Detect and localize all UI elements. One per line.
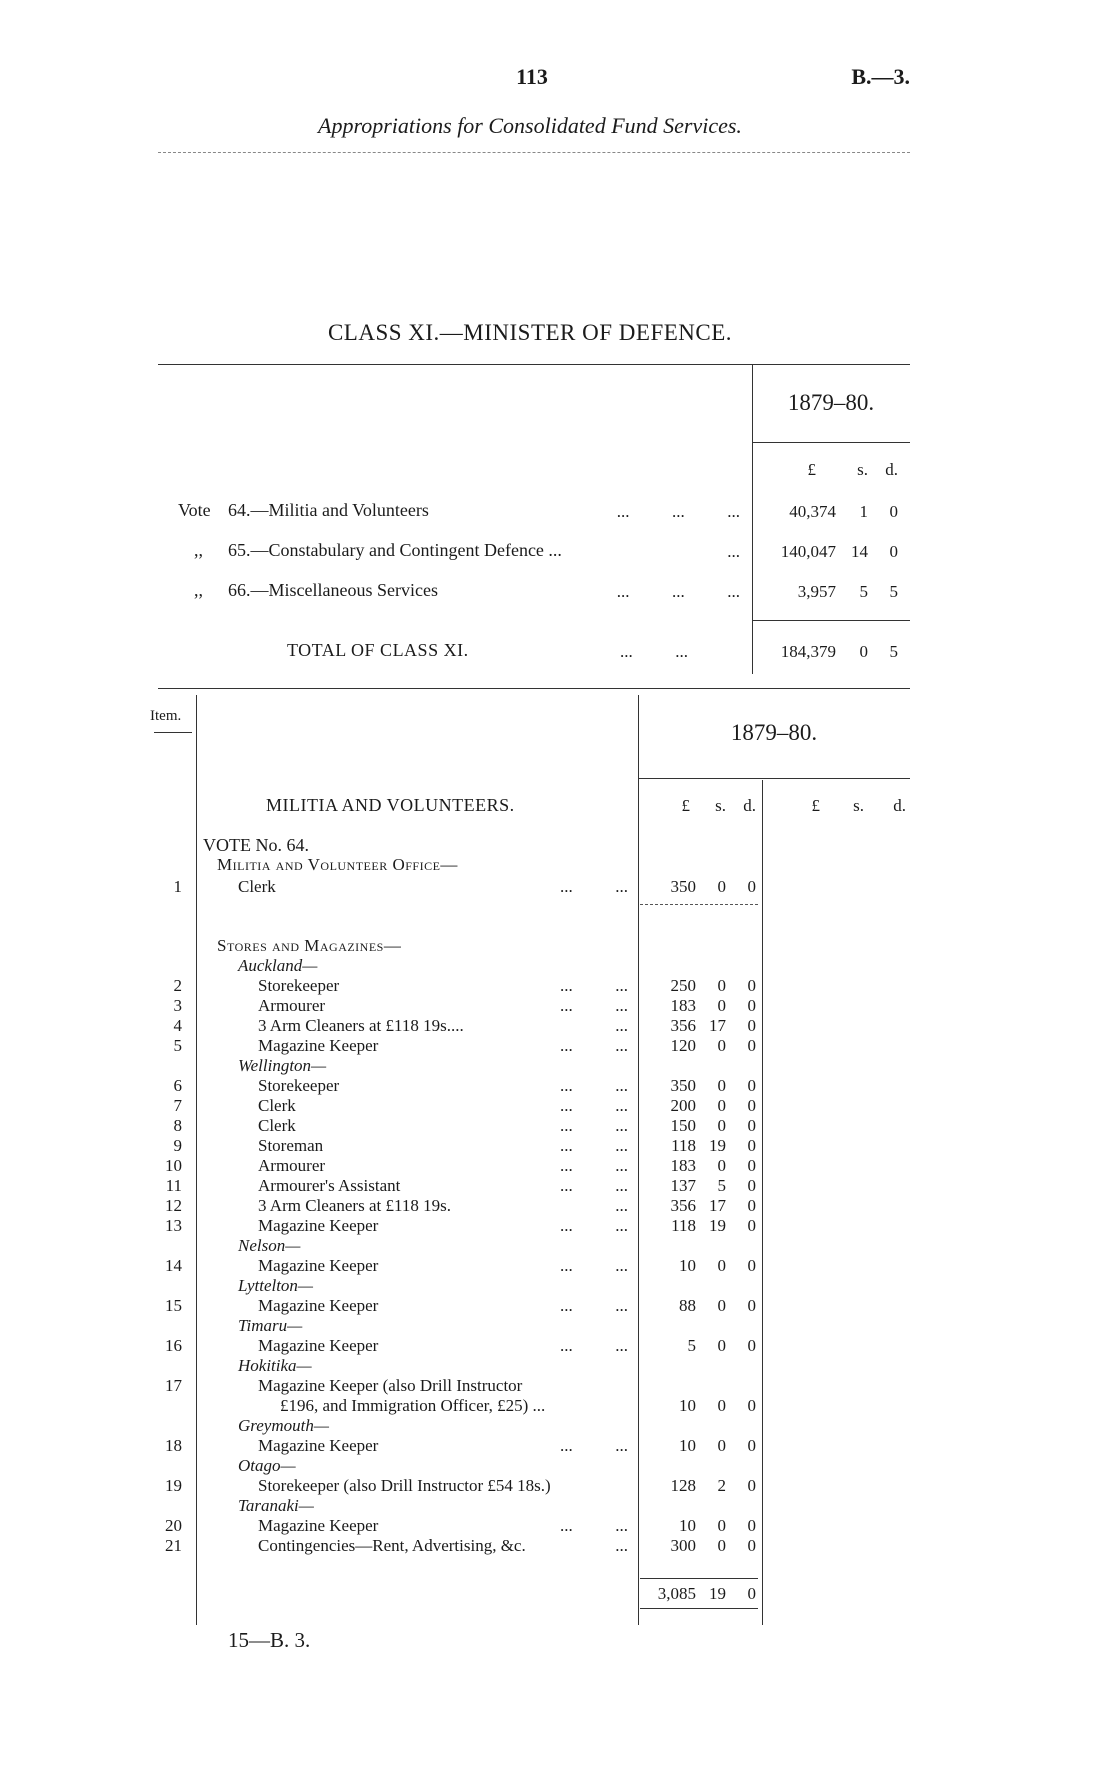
item-pence: 0 <box>747 1516 756 1535</box>
office-subtotal-rule <box>640 904 758 905</box>
item-description: £196, and Immigration Officer, £25) ... <box>280 1396 546 1415</box>
item-description: Magazine Keeper <box>258 1256 379 1275</box>
item-pence: 0 <box>747 1476 756 1495</box>
item-description: Clerk <box>258 1116 296 1135</box>
item-number: 7 <box>173 1096 182 1115</box>
item-description: Magazine Keeper (also Drill Instructor <box>258 1376 523 1395</box>
item-pence: 0 <box>747 1096 756 1115</box>
vote-prefix: ,, <box>194 580 203 600</box>
item-shillings: 0 <box>717 1036 726 1055</box>
item-number: 16 <box>165 1336 182 1355</box>
item-pounds: 200 <box>670 1096 696 1115</box>
summary-bottom-rule <box>158 688 910 689</box>
page-number: 113 <box>516 64 548 89</box>
summary-total-pounds: 184,379 <box>780 642 836 661</box>
item-pounds: 300 <box>670 1536 696 1555</box>
item-pounds: 10 <box>679 1256 696 1275</box>
office-heading: Militia and Volunteer Office— <box>217 855 458 874</box>
item-description: Magazine Keeper <box>258 1436 379 1455</box>
item-pence: 0 <box>747 1336 756 1355</box>
item-description: Magazine Keeper <box>258 1516 379 1535</box>
summary-total-label: TOTAL OF CLASS XI. <box>287 640 469 660</box>
item-dots: ... <box>615 1536 628 1555</box>
detail-col-pound: £ <box>681 796 690 815</box>
item-number: 8 <box>173 1116 182 1135</box>
detail-col2-pound: £ <box>811 796 820 815</box>
item-dots: ... ... <box>560 1076 628 1095</box>
item-pounds: 350 <box>670 1076 696 1095</box>
item-number: 6 <box>173 1076 182 1095</box>
item-dots: ... ... <box>560 1036 628 1055</box>
item-pounds: 88 <box>679 1296 696 1315</box>
vote-pence: 0 <box>889 542 898 561</box>
item-pence: 0 <box>747 1256 756 1275</box>
item-description: Storekeeper (also Drill Instructor £54 18s.) <box>258 1476 551 1495</box>
item-pounds: 10 <box>679 1516 696 1535</box>
item-description: Clerk <box>258 1096 296 1115</box>
item-pounds: 128 <box>670 1476 696 1495</box>
vote-pence: 5 <box>889 582 898 601</box>
subtotal-rule <box>640 1578 758 1579</box>
item-pounds: 183 <box>670 996 696 1015</box>
item-number: 3 <box>173 996 182 1015</box>
item-dots: ... ... <box>560 1296 628 1315</box>
item-pounds: 356 <box>670 1196 696 1215</box>
item-column-header: Item. <box>150 708 182 724</box>
item-pounds: 150 <box>670 1116 696 1135</box>
item-number: 12 <box>165 1196 182 1215</box>
item-dots: ... ... <box>560 877 628 896</box>
location-heading: Wellington— <box>238 1056 327 1075</box>
summary-col-pound: £ <box>807 460 816 479</box>
item-pounds: 250 <box>670 976 696 995</box>
document-reference: B.—3. <box>851 64 910 89</box>
location-heading: Timaru— <box>238 1316 303 1335</box>
item-number: 20 <box>165 1516 182 1535</box>
item-number: 4 <box>173 1016 182 1035</box>
item-dots: ... ... <box>560 1156 628 1175</box>
item-pence: 0 <box>747 1136 756 1155</box>
item-shillings: 0 <box>717 1516 726 1535</box>
item-dots: ... ... <box>560 1136 628 1155</box>
item-number: 14 <box>165 1256 182 1275</box>
item-dots: ... <box>615 1196 628 1215</box>
item-number: 1 <box>173 877 182 896</box>
item-pence: 0 <box>747 1156 756 1175</box>
summary-year-rule <box>752 442 910 443</box>
detail-col2-d: d. <box>893 796 906 815</box>
item-pounds: 118 <box>671 1136 696 1155</box>
vote-shillings: 1 <box>859 502 868 521</box>
item-shillings: 0 <box>717 1076 726 1095</box>
item-number: 17 <box>165 1376 182 1395</box>
item-pounds: 183 <box>670 1156 696 1175</box>
vote-pence: 0 <box>889 502 898 521</box>
item-pence: 0 <box>747 877 756 896</box>
vote-pounds: 140,047 <box>780 542 836 561</box>
item-pence: 0 <box>747 1016 756 1035</box>
item-description: Magazine Keeper <box>258 1216 379 1235</box>
location-heading: Nelson— <box>238 1236 301 1255</box>
item-shillings: 0 <box>717 976 726 995</box>
item-dots: ... ... <box>560 1116 628 1135</box>
location-heading: Lyttelton— <box>238 1276 314 1295</box>
header-rule <box>158 152 910 153</box>
item-number: 19 <box>165 1476 182 1495</box>
summary-col-d: d. <box>885 460 898 479</box>
summary-total-d: 5 <box>889 642 898 661</box>
item-shillings: 0 <box>717 1156 726 1175</box>
vote-pounds: 3,957 <box>797 582 836 601</box>
item-shillings: 0 <box>717 1396 726 1415</box>
item-dots: ... ... <box>560 1216 628 1235</box>
item-number: 13 <box>165 1216 182 1235</box>
location-heading: Hokitika— <box>238 1356 312 1375</box>
item-dots: ... ... <box>560 1516 628 1535</box>
item-pence: 0 <box>747 1176 756 1195</box>
item-shillings: 5 <box>717 1176 726 1195</box>
detail-col2-s: s. <box>853 796 864 815</box>
detail-col-d: d. <box>743 796 756 815</box>
summary-total-dots: ... ... <box>620 642 688 661</box>
item-description: Storekeeper <box>258 1076 340 1095</box>
item-shillings: 17 <box>709 1196 726 1215</box>
item-number: 9 <box>173 1136 182 1155</box>
item-description: 3 Arm Cleaners at £118 19s.... <box>258 1016 464 1035</box>
detail-year-rule <box>638 778 910 779</box>
item-description: Storekeeper <box>258 976 340 995</box>
item-pence: 0 <box>747 996 756 1015</box>
vote-shillings: 5 <box>859 582 868 601</box>
item-description: Magazine Keeper <box>258 1036 379 1055</box>
summary-total-s: 0 <box>859 642 868 661</box>
item-number: 10 <box>165 1156 182 1175</box>
item-description: Magazine Keeper <box>258 1296 379 1315</box>
item-shillings: 0 <box>717 1336 726 1355</box>
vote-prefix: Vote <box>178 500 211 520</box>
item-dots: ... ... <box>560 1256 628 1275</box>
vote-shillings: 14 <box>851 542 868 561</box>
item-pounds: 120 <box>670 1036 696 1055</box>
item-description: Armourer's Assistant <box>258 1176 401 1195</box>
item-description: 3 Arm Cleaners at £118 19s. <box>258 1196 451 1215</box>
item-pence: 0 <box>747 1296 756 1315</box>
item-number: 15 <box>165 1296 182 1315</box>
item-dots: ... ... <box>560 1336 628 1355</box>
subtotal-bottom-rule <box>640 1608 758 1609</box>
summary-total-rule <box>752 620 910 621</box>
subtotal-pounds: 3,085 <box>657 1584 696 1603</box>
item-pence: 0 <box>747 1116 756 1135</box>
class-title: CLASS XI.—MINISTER OF DEFENCE. <box>327 320 733 345</box>
item-pence: 0 <box>747 1076 756 1095</box>
item-shillings: 19 <box>709 1216 726 1235</box>
item-number: 2 <box>173 976 182 995</box>
stores-heading: Stores and Magazines— <box>217 936 402 955</box>
item-dots: ... ... <box>560 996 628 1015</box>
detail-col-s: s. <box>715 796 726 815</box>
summary-col-s: s. <box>857 460 868 479</box>
printer-signature: 15—B. 3. <box>228 1628 311 1652</box>
item-description: Armourer <box>258 1156 326 1175</box>
vote-dots: ... ... ... <box>616 502 740 521</box>
summary-year: 1879–80. <box>787 390 875 415</box>
item-shillings: 0 <box>717 1256 726 1275</box>
item-pence: 0 <box>747 1196 756 1215</box>
item-pounds: 350 <box>670 877 696 896</box>
item-shillings: 0 <box>717 1436 726 1455</box>
item-pounds: 10 <box>679 1396 696 1415</box>
item-shillings: 0 <box>717 877 726 896</box>
item-description: Armourer <box>258 996 326 1015</box>
vote-dots: ... ... ... <box>616 582 740 601</box>
vote-number-label: VOTE No. 64. <box>203 835 309 855</box>
item-shillings: 0 <box>717 1096 726 1115</box>
item-description: Storeman <box>258 1136 324 1155</box>
vote-label: 64.—Militia and Volunteers <box>228 500 429 520</box>
detail-year: 1879–80. <box>730 720 818 745</box>
item-description: Clerk <box>238 877 276 896</box>
page-subtitle: Appropriations for Consolidated Fund Services. <box>318 113 742 138</box>
location-heading: Taranaki— <box>238 1496 314 1515</box>
item-shillings: 0 <box>717 1296 726 1315</box>
item-shillings: 0 <box>717 1536 726 1555</box>
item-shillings: 19 <box>709 1136 726 1155</box>
item-pence: 0 <box>747 976 756 995</box>
vote-pounds: 40,374 <box>789 502 836 521</box>
item-shillings: 2 <box>717 1476 726 1495</box>
item-dots: ... ... <box>560 1176 628 1195</box>
vote-prefix: ,, <box>194 540 203 560</box>
vote-label: 65.—Constabulary and Contingent Defence ... <box>228 540 562 560</box>
second-amount-divider <box>762 780 763 1625</box>
location-heading: Greymouth— <box>238 1416 329 1435</box>
item-column-divider <box>196 695 197 1625</box>
item-pence: 0 <box>747 1436 756 1455</box>
amount-column-divider <box>638 695 639 1625</box>
item-pounds: 137 <box>670 1176 696 1195</box>
item-description: Magazine Keeper <box>258 1336 379 1355</box>
item-pounds: 10 <box>679 1436 696 1455</box>
item-number: 21 <box>165 1536 182 1555</box>
vote-label: 66.—Miscellaneous Services <box>228 580 438 600</box>
item-dots: ... ... <box>560 976 628 995</box>
item-pence: 0 <box>747 1396 756 1415</box>
item-pounds: 5 <box>687 1336 696 1355</box>
item-number: 18 <box>165 1436 182 1455</box>
item-pence: 0 <box>747 1216 756 1235</box>
item-number: 11 <box>165 1176 182 1195</box>
item-shillings: 0 <box>717 996 726 1015</box>
subtotal-d: 0 <box>747 1584 756 1603</box>
item-dots: ... ... <box>560 1436 628 1455</box>
location-heading: Auckland— <box>238 956 318 975</box>
item-pounds: 118 <box>671 1216 696 1235</box>
item-description: Contingencies—Rent, Advertising, &c. <box>258 1536 526 1555</box>
vote-dots: ... <box>727 542 740 561</box>
item-header-rule <box>154 732 192 733</box>
item-pounds: 356 <box>670 1016 696 1035</box>
item-pence: 0 <box>747 1536 756 1555</box>
summary-top-rule <box>158 364 910 365</box>
item-shillings: 17 <box>709 1016 726 1035</box>
item-shillings: 0 <box>717 1116 726 1135</box>
item-pence: 0 <box>747 1036 756 1055</box>
location-heading: Otago— <box>238 1456 296 1475</box>
section-title: MILITIA AND VOLUNTEERS. <box>266 795 515 815</box>
item-dots: ... <box>615 1016 628 1035</box>
item-dots: ... ... <box>560 1096 628 1115</box>
item-number: 5 <box>173 1036 182 1055</box>
subtotal-s: 19 <box>709 1584 726 1603</box>
